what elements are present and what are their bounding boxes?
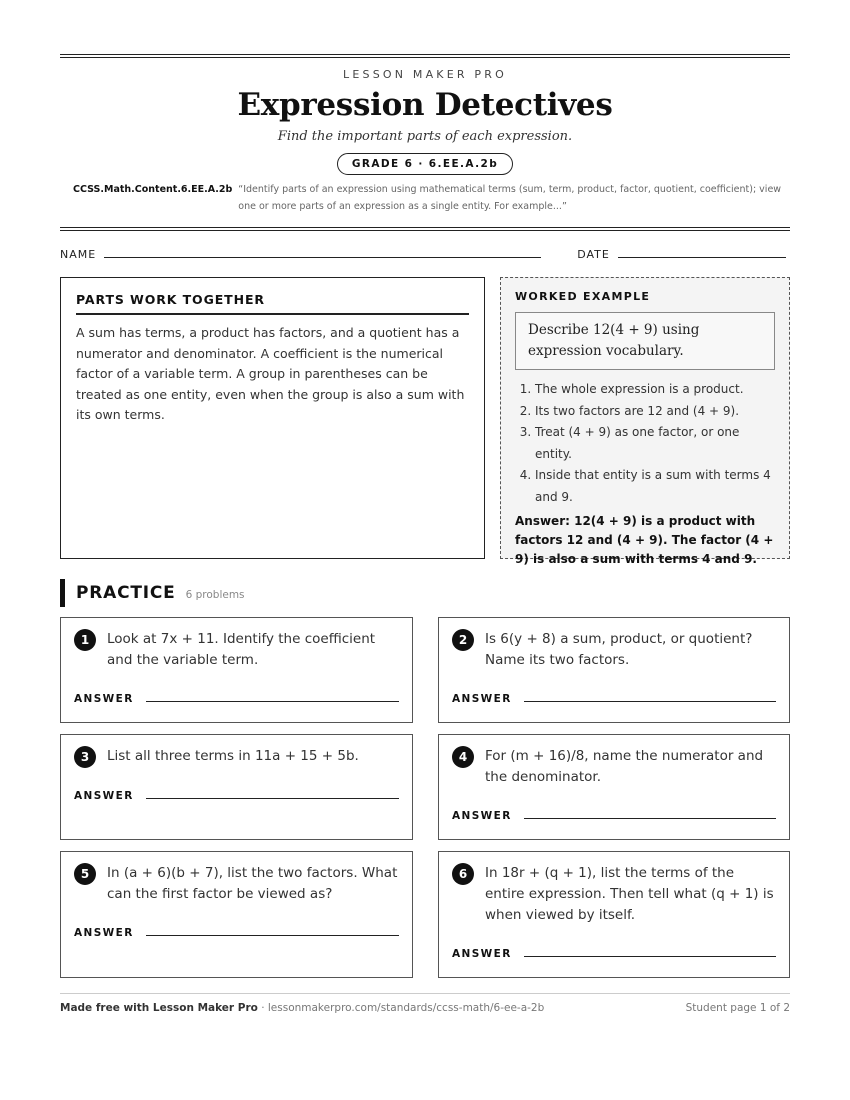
- example-step: 2. Its two factors are 12 and (4 + 9).: [535, 401, 775, 423]
- problem-number: 6: [452, 863, 474, 885]
- worksheet-subtitle: Find the important parts of each expression.: [277, 129, 573, 144]
- example-step: 1. The whole expression is a product.: [535, 379, 775, 401]
- problem-card: [438, 734, 790, 840]
- concept-heading: PARTS WORK TOGETHER: [76, 292, 469, 315]
- problem-grid: [60, 617, 790, 978]
- answer-label: ANSWER: [74, 693, 134, 705]
- header-bottom-rule: [60, 227, 790, 231]
- example-heading: WORKED EXAMPLE: [515, 290, 651, 303]
- problem-number: 5: [74, 863, 96, 885]
- problem-card: [60, 851, 413, 978]
- problem-text: Look at 7x + 11. Identify the coefficient and the variable term.: [107, 631, 376, 668]
- problem-number: 1: [74, 629, 96, 651]
- example-prompt: Describe 12(4 + 9) using expression vocabulary.: [515, 312, 775, 370]
- problem-card: [60, 617, 413, 723]
- answer-label: ANSWER: [74, 790, 134, 802]
- example-answer: Answer: 12(4 + 9) is a product with factors 12 and (4 + 9). The factor (4 + 9) is also a sum with terms 4 and 9.: [515, 514, 774, 566]
- grade-badge: GRADE 6 · 6.EE.A.2b: [337, 153, 513, 175]
- answer-field[interactable]: [524, 818, 776, 819]
- answer-label: ANSWER: [452, 693, 512, 705]
- page-footer: [60, 993, 790, 1014]
- example-step: 3. Treat (4 + 9) as one factor, or one entity.: [535, 422, 775, 465]
- practice-title: PRACTICE: [76, 583, 176, 603]
- footer-credit: [60, 1002, 544, 1014]
- standard-block: [60, 181, 790, 215]
- problem-card: [438, 851, 790, 978]
- answer-field[interactable]: [146, 935, 399, 936]
- name-field[interactable]: [104, 256, 541, 258]
- name-date-row: [60, 248, 790, 261]
- problem-number: 2: [452, 629, 474, 651]
- concept-box: [60, 277, 485, 559]
- lesson-boxes: [60, 277, 790, 566]
- name-label: NAME: [60, 248, 97, 261]
- worksheet-title: Expression Detectives: [237, 87, 613, 123]
- problem-text: List all three terms in 11a + 15 + 5b.: [107, 748, 359, 764]
- problem-text: Is 6(y + 8) a sum, product, or quotient? Name its two factors.: [485, 631, 753, 668]
- problem-number: 4: [452, 746, 474, 768]
- problem-card: [438, 617, 790, 723]
- brand-name: LESSON MAKER PRO: [343, 68, 507, 81]
- standard-text: “Identify parts of an expression using mathematical terms (sum, term, product, factor, quotient, coefficient); view one or more parts of an expression as a single entity. For example...”: [238, 184, 782, 212]
- answer-label: ANSWER: [74, 927, 134, 939]
- footer-url[interactable]: · lessonmakerpro.com/standards/ccss-math/6-ee-a-2b: [257, 1002, 545, 1014]
- problem-text: In (a + 6)(b + 7), list the two factors. What can the first factor be viewed as?: [107, 865, 398, 902]
- example-step: 4. Inside that entity is a sum with terms 4 and 9.: [535, 465, 775, 508]
- problem-text: For (m + 16)/8, name the numerator and the denominator.: [485, 748, 764, 785]
- date-field[interactable]: [618, 256, 786, 258]
- example-steps: [515, 379, 775, 508]
- problem-text: In 18r + (q + 1), list the terms of the entire expression. Then tell what (q + 1) is when viewed by itself.: [485, 865, 774, 923]
- practice-count: 6 problems: [185, 589, 245, 601]
- footer-page-number: Student page 1 of 2: [685, 1002, 790, 1014]
- top-rule: [60, 54, 790, 58]
- answer-field[interactable]: [146, 798, 399, 799]
- problem-number: 3: [74, 746, 96, 768]
- practice-header: [60, 579, 790, 607]
- concept-text: A sum has terms, a product has factors, and a quotient has a numerator and denominator. A coefficient is the numerical factor of a variable term. A group in parentheses can be treated as one entity, even when the group is also a sum with its own terms.: [76, 325, 465, 422]
- answer-label: ANSWER: [452, 948, 512, 960]
- date-label: DATE: [577, 248, 610, 261]
- problem-card: [60, 734, 413, 840]
- answer-label: ANSWER: [452, 810, 512, 822]
- answer-field[interactable]: [146, 701, 399, 702]
- standard-code: CCSS.Math.Content.6.EE.A.2b: [73, 184, 233, 195]
- worksheet-page: [60, 54, 790, 978]
- answer-field[interactable]: [524, 956, 776, 957]
- footer-made: Made free with Lesson Maker Pro: [60, 1002, 258, 1014]
- answer-field[interactable]: [524, 701, 776, 702]
- worked-example-box: [500, 277, 790, 566]
